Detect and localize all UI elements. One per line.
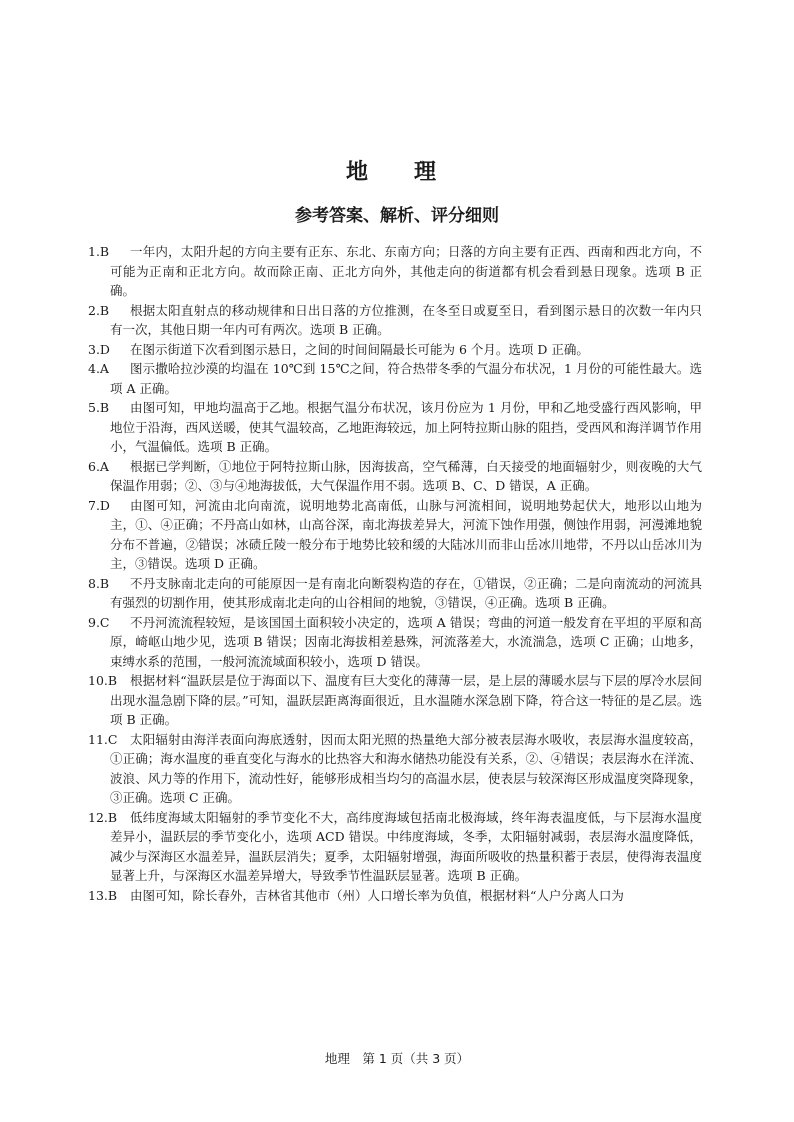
answer-text: 图示撒哈拉沙漠的均温在 10℃到 15℃之间，符合热带冬季的气温分布状况，1 月份的可能性最大。选项 A 正确。 bbox=[110, 361, 702, 396]
answer-number: 7.D bbox=[88, 497, 110, 513]
answer-number: 2.B bbox=[88, 302, 110, 318]
answer-item bbox=[88, 398, 702, 457]
answer-text: 太阳辐射由海洋表面向海底透射，因而太阳光照的热量绝大部分被表层海水吸收，表层海水温度较高，①正确；海水温度的垂直变化与海水的比热容大和海水储热功能没有关系，②、④错误；表层海水在洋流、波浪、风力等的作用下，流动性好，能够形成相当均匀的高温水层，使表层与较深海区形成温度突降现象，③正确。选项 C 正确。 bbox=[110, 731, 702, 805]
page-footer: 地理 第 1 页（共 3 页） bbox=[324, 1051, 470, 1066]
page-subtitle: 参考答案、解析、评分细则 bbox=[295, 206, 499, 226]
answer-text: 由图可知，河流由北向南流，说明地势北高南低，山脉与河流相间，说明地势起伏大，地形以山地为主，①、④正确；不丹高山如林，山高谷深，南北海拔差异大，河流下蚀作用强，侧蚀作用弱，河漫滩地貌分布不普遍，②错误；冰碛丘陵一般分布于地势比较和缓的大陆冰川而非山岳冰川地带，不丹以山岳冰川为主，③错误。选项 D 正确。 bbox=[110, 497, 702, 571]
answer-list bbox=[88, 242, 702, 905]
answer-text: 由图可知，除长春外，吉林省其他市（州）人口增长率为负值，根据材料“人户分离人口为 bbox=[130, 887, 624, 903]
answer-item bbox=[88, 613, 702, 672]
answer-text: 根据材料“温跃层是位于海面以下、温度有巨大变化的薄薄一层，是上层的薄暖水层与下层的厚冷水层间出现水温急剧下降的层。”可知，温跃层距离海面很近，且水温随水深急剧下降，符合这一特征的是乙层。选项 B 正确。 bbox=[110, 673, 702, 727]
answer-number: 3.D bbox=[88, 341, 110, 357]
answer-number: 10.B bbox=[88, 673, 118, 688]
answer-text: 根据已学判断，①地位于阿特拉斯山脉，因海拔高，空气稀薄，白天接受的地面辐射少，则夜晚的大气保温作用弱；②、③与④地海拔低，大气保温作用不弱。选项 B、C、D 错误，A 正确。 bbox=[110, 458, 702, 493]
answer-text: 一年内，太阳升起的方向主要有正东、东北、东南方向；日落的方向主要有正西、西南和西北方向，不可能为正南和正北方向。故而除正南、正北方向外，其他走向的街道都有机会看到悬日现象。选项 B 正确。 bbox=[110, 244, 702, 298]
answer-text: 不丹河流流程较短，是该国国土面积较小决定的，选项 A 错误；弯曲的河道一般发育在平坦的平原和高原，崎岖山地少见，选项 B 错误；因南北海拔相差悬殊，河流落差大，水流湍急，选项 C 正确；山地多，束缚水系的范围，一般河流流域面积较小，选项 D 错误。 bbox=[110, 614, 702, 669]
answer-number: 13.B bbox=[88, 887, 118, 903]
answer-text: 不丹支脉南北走向的可能原因一是有南北向断裂构造的存在，①错误，②正确；二是向南流动的河流具有强烈的切割作用，使其形成南北走向的山谷相间的地貌，③错误，④正确。选项 B 正确。 bbox=[110, 575, 702, 610]
answer-number: 11.C bbox=[88, 731, 118, 747]
page-title: 地 理 bbox=[345, 160, 448, 185]
answer-number: 8.B bbox=[88, 575, 110, 591]
answer-item bbox=[88, 359, 702, 398]
answer-item bbox=[88, 340, 702, 360]
answer-item bbox=[88, 242, 702, 301]
answer-number: 12.B bbox=[88, 809, 118, 825]
answer-number: 1.B bbox=[88, 244, 110, 259]
answer-number: 9.C bbox=[88, 614, 110, 630]
answer-item bbox=[88, 457, 702, 496]
answer-item bbox=[88, 730, 702, 808]
answer-item bbox=[88, 886, 702, 906]
answer-number: 5.B bbox=[88, 400, 110, 415]
answer-text: 根据太阳直射点的移动规律和日出日落的方位推测，在冬至日或夏至日，看到图示悬日的次数一年内只有一次，其他日期一年内可有两次。选项 B 正确。 bbox=[110, 302, 702, 337]
answer-item bbox=[88, 496, 702, 574]
answer-text: 在图示街道下次看到图示悬日，之间的时间间隔最长可能为 6 个月。选项 D 正确。 bbox=[130, 341, 589, 357]
answer-item bbox=[88, 574, 702, 613]
answer-item bbox=[88, 671, 702, 730]
answer-text: 低纬度海域太阳辐射的季节变化不大，高纬度海域包括南北极海域，终年海表温度低，与下层海水温度差异小，温跃层的季节变化小，选项 ACD 错误。中纬度海域，冬季，太阳辐射减弱，表层海水温度降低，减少与深海区水温差异，温跃层消失；夏季，太阳辐射增强，海面所吸收的热量积蓄于表层，使得海表温度显著上升，与深海区水温差异增大，导致季节性温跃层显著。选项 B 正确。 bbox=[110, 809, 702, 883]
answer-text: 由图可知，甲地均温高于乙地。根据气温分布状况，该月份应为 1 月份，甲和乙地受盛行西风影响，甲地位于沿海，西风送暖，使其气温较高，乙地距海较远，加上阿特拉斯山脉的阻挡，受西风和海洋调节作用小，气温偏低。选项 B 正确。 bbox=[110, 400, 702, 454]
answer-item bbox=[88, 301, 702, 340]
answer-item bbox=[88, 808, 702, 886]
answer-number: 4.A bbox=[88, 361, 109, 376]
answer-number: 6.A bbox=[88, 458, 109, 474]
